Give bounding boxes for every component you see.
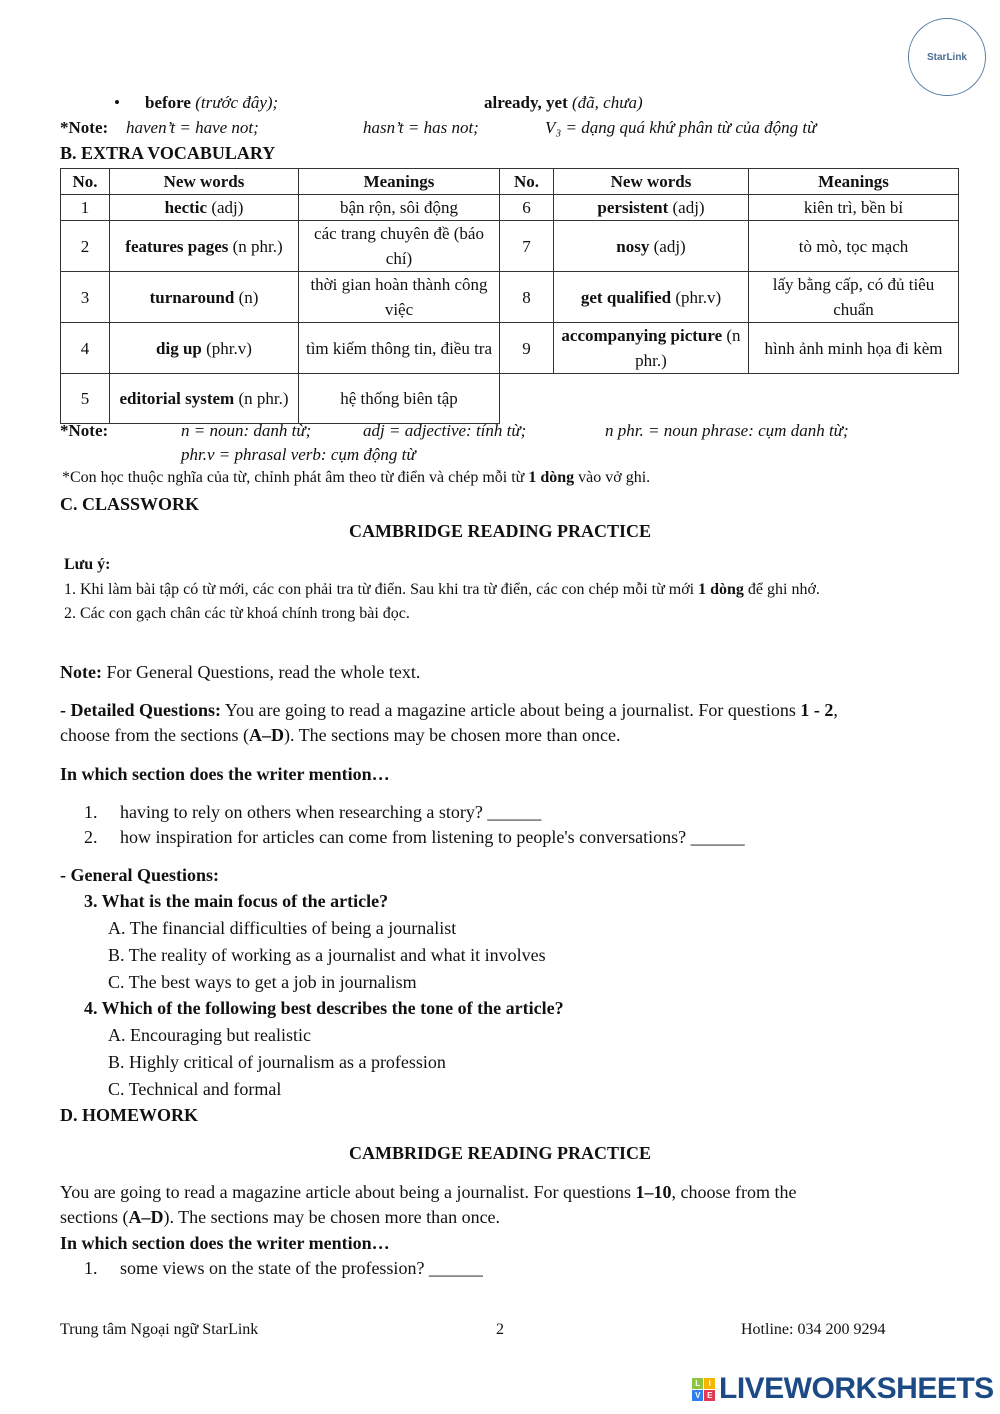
mcq-option[interactable]: C. Technical and formal — [108, 1079, 282, 1099]
homework-instructions-2: sections (A–D). The sections may be chosen more than once. — [60, 1207, 501, 1227]
cell-no: 9 — [500, 323, 554, 374]
part-of-speech: (phr.v) — [675, 287, 722, 307]
grammar-before: before (trước đây); — [145, 93, 279, 112]
detailed-instructions-1: - Detailed Questions: You are going to read a magazine article about being a journalist. For questions 1 - 2, — [60, 700, 838, 720]
table-row — [61, 272, 959, 323]
cell-no: 8 — [500, 272, 554, 323]
word: accompanying picture — [561, 326, 723, 345]
vocab-instruction: *Con học thuộc nghĩa của từ, chỉnh phát âm theo từ điển và chép mỗi từ 1 dòng vào vở ghi. — [62, 469, 651, 486]
grammar-note-1: haven’t = have not; — [126, 118, 259, 137]
table-row — [61, 323, 959, 374]
homework-heading: D. HOMEWORK — [60, 1105, 198, 1125]
cell-word — [110, 323, 299, 374]
grammar-note-label: *Note: — [60, 118, 109, 137]
part-of-speech: (phr.v) — [206, 338, 252, 358]
word: nosy — [616, 236, 650, 256]
logo-letter: L — [692, 1378, 703, 1389]
cell-meaning: hình ảnh minh họa đi kèm — [749, 323, 959, 374]
col-header: New words — [110, 169, 299, 195]
vocab-note-label: *Note: — [60, 421, 109, 440]
word: dig up — [156, 338, 202, 358]
grammar-already: already, yet (đã, chưa) — [484, 93, 643, 112]
liveworksheets-watermark: L I V E LIVEWORKSHEETS — [692, 1372, 994, 1406]
word: editorial system — [119, 389, 235, 408]
part-of-speech: (n phr.) — [635, 326, 741, 370]
part-of-speech: (n phr.) — [238, 389, 289, 408]
word: persistent — [597, 198, 669, 217]
word: get qualified — [580, 287, 672, 307]
mcq-option[interactable]: B. The reality of working as a journalist and what it involves — [108, 945, 546, 965]
cell-word — [554, 221, 749, 272]
grammar-note-3: V₃ = dạng quá khứ phân từ của động từ — [545, 118, 817, 137]
col-header: No. — [61, 169, 110, 195]
classwork-prompt: In which section does the writer mention… — [60, 764, 390, 784]
cell-no: 2 — [61, 221, 110, 272]
question-text[interactable]: having to rely on others when researching a story? ______ — [120, 802, 542, 822]
question-text[interactable]: some views on the state of the profession? ______ — [120, 1258, 483, 1278]
vocab-note-phrv: phr.v = phrasal verb: cụm động từ — [181, 445, 416, 464]
classwork-title: CAMBRIDGE READING PRACTICE — [348, 521, 652, 541]
cell-meaning: thời gian hoàn thành công việc — [299, 272, 500, 323]
grammar-bullet: • — [114, 93, 120, 112]
liveworksheets-logo-icon — [692, 1378, 715, 1401]
mcq-option[interactable]: A. The financial difficulties of being a journalist — [108, 918, 457, 938]
word: features pages — [125, 236, 229, 256]
cell-no: 4 — [61, 323, 110, 374]
cell-word — [110, 272, 299, 323]
word: hectic — [164, 198, 208, 217]
cell-word — [110, 221, 299, 272]
table-header-row — [61, 169, 959, 195]
tip-2: 2. Các con gạch chân các từ khoá chính trong bài đọc. — [64, 605, 410, 622]
footer-center-name: Trung tâm Ngoại ngữ StarLink — [60, 1321, 259, 1338]
vocab-note-adj: adj = adjective: tính từ; — [363, 421, 527, 440]
cell-no: 6 — [500, 195, 554, 221]
logo-letter: I — [704, 1378, 715, 1389]
question-text[interactable]: how inspiration for articles can come from listening to people's conversations? ______ — [120, 827, 745, 847]
logo-letter: E — [704, 1390, 715, 1401]
general-note: Note: For General Questions, read the whole text. — [60, 662, 421, 682]
table-row — [61, 195, 959, 221]
homework-prompt: In which section does the writer mention… — [60, 1233, 390, 1253]
part-of-speech: (n phr.) — [232, 236, 283, 256]
col-header: No. — [500, 169, 554, 195]
mcq-option[interactable]: A. Encouraging but realistic — [108, 1025, 311, 1045]
cell-meaning: các trang chuyên đề (báo chí) — [299, 221, 500, 272]
vocab-heading: B. EXTRA VOCABULARY — [60, 143, 276, 163]
logo-letter: V — [692, 1390, 703, 1401]
cell-meaning: hệ thống biên tập — [299, 374, 500, 424]
question-number: 1. — [84, 1258, 98, 1278]
table-row — [61, 374, 959, 424]
table-row — [61, 221, 959, 272]
cell-meaning: lấy bằng cấp, có đủ tiêu chuẩn — [749, 272, 959, 323]
detailed-instructions-2: choose from the sections (A–D). The sections may be chosen more than once. — [60, 725, 621, 745]
grammar-note-2: hasn’t = has not; — [363, 118, 479, 137]
vocab-table — [60, 168, 959, 424]
mcq-question: 4. Which of the following best describes the tone of the article? — [84, 998, 564, 1018]
cell-no: 5 — [61, 374, 110, 424]
question-number: 2. — [84, 827, 98, 847]
cell-word — [554, 272, 749, 323]
cell-meaning: bận rộn, sôi động — [299, 195, 500, 221]
col-header: New words — [554, 169, 749, 195]
starlink-logo: StarLink — [908, 18, 986, 96]
cell-word — [110, 374, 299, 424]
col-header: Meanings — [299, 169, 500, 195]
cell-word — [110, 195, 299, 221]
classwork-heading: C. CLASSWORK — [60, 494, 200, 514]
word: turnaround — [149, 287, 235, 307]
part-of-speech: (adj) — [211, 198, 244, 217]
cell-no: 1 — [61, 195, 110, 221]
part-of-speech: (adj) — [653, 236, 686, 256]
tip-1: 1. Khi làm bài tập có từ mới, các con phải tra từ điển. Sau khi tra từ điển, các con chép mỗi từ mới 1 dòng để ghi nhớ. — [64, 581, 820, 598]
part-of-speech: (n) — [238, 287, 259, 307]
mcq-question: 3. What is the main focus of the article? — [84, 891, 389, 911]
cell-meaning: kiên trì, bền bỉ — [749, 195, 959, 221]
mcq-option[interactable]: C. The best ways to get a job in journalism — [108, 972, 417, 992]
homework-title: CAMBRIDGE READING PRACTICE — [348, 1143, 652, 1163]
luu-y-label: Lưu ý: — [64, 556, 111, 573]
question-number: 1. — [84, 802, 98, 822]
mcq-option[interactable]: B. Highly critical of journalism as a profession — [108, 1052, 446, 1072]
homework-instructions-1: You are going to read a magazine article about being a journalist. For questions 1–10, choose from the — [60, 1182, 797, 1202]
cell-meaning: tò mò, tọc mạch — [749, 221, 959, 272]
footer-page-number: 2 — [496, 1321, 504, 1338]
cell-word — [554, 323, 749, 374]
cell-meaning: tìm kiếm thông tin, điều tra — [299, 323, 500, 374]
vocab-note-nphr: n phr. = noun phrase: cụm danh từ; — [605, 421, 849, 440]
cell-word — [554, 195, 749, 221]
part-of-speech: (adj) — [672, 198, 705, 217]
vocab-note-n: n = noun: danh từ; — [181, 421, 312, 440]
cell-no: 7 — [500, 221, 554, 272]
general-questions-label: - General Questions: — [60, 865, 219, 885]
footer-hotline: Hotline: 034 200 9294 — [741, 1321, 886, 1338]
cell-no: 3 — [61, 272, 110, 323]
empty-cell — [500, 374, 959, 424]
col-header: Meanings — [749, 169, 959, 195]
